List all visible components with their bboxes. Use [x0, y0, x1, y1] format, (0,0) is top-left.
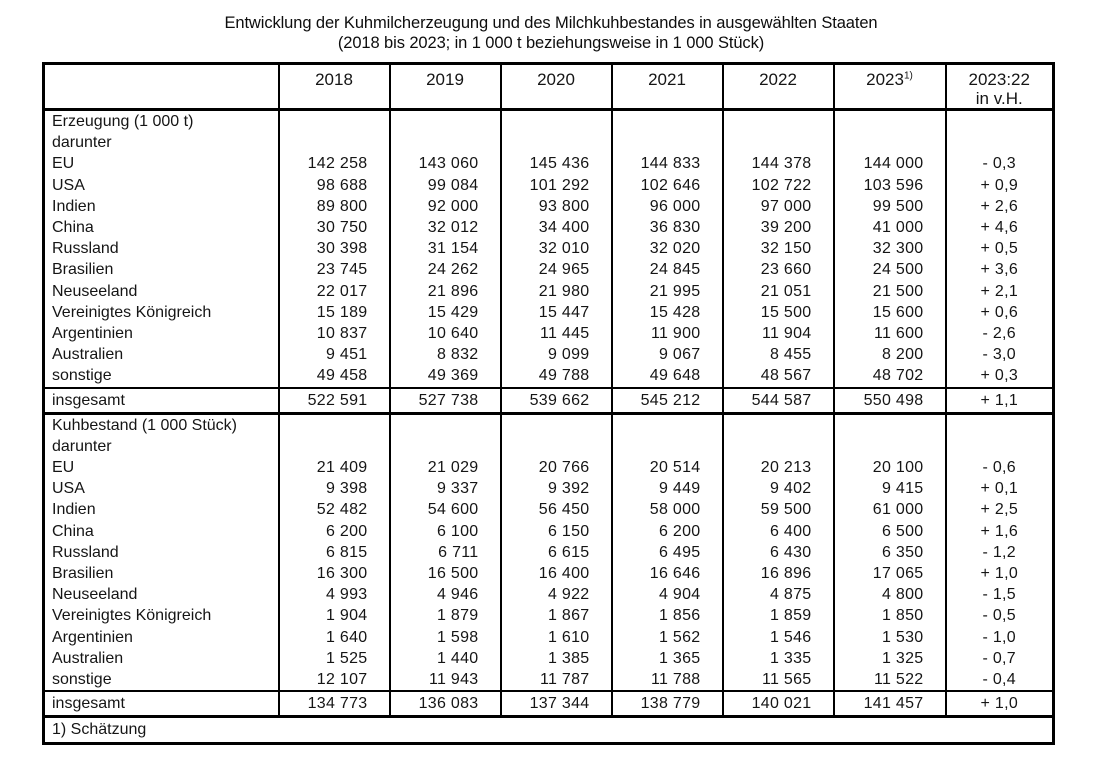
value-cell-2020: 6 150: [501, 521, 612, 542]
value-cell-2021: 49 648: [612, 365, 723, 387]
table-row: [44, 323, 1054, 344]
change-cell: + 2,5: [946, 499, 1054, 520]
value-cell-2020: 34 400: [501, 217, 612, 238]
value-cell-2023: 61 000: [834, 499, 946, 520]
ratio-line-1: 2023:22: [968, 70, 1030, 89]
title-line-1: Entwicklung der Kuhmilcherzeugung und des Milchkuhbestandes in ausgewählten Staaten: [224, 14, 878, 32]
value-cell-2020: 15 447: [501, 302, 612, 323]
total-label: insgesamt: [44, 388, 279, 414]
value-cell-2021: 4 904: [612, 584, 723, 605]
header-year-2018: 2018: [279, 64, 390, 110]
value-cell-2020: 9 392: [501, 478, 612, 499]
change-cell: - 0,3: [946, 153, 1054, 174]
value-cell-2019: 21 896: [390, 281, 501, 302]
row-label: USA: [52, 176, 85, 194]
header-ratio-2023-22: [946, 64, 1054, 110]
value-cell-2018: 89 800: [279, 196, 390, 217]
value-cell-2020: 21 980: [501, 281, 612, 302]
value-cell-2022: 23 660: [723, 259, 834, 280]
empty-cell: [723, 110, 834, 133]
value-cell-2018: 98 688: [279, 175, 390, 196]
change-cell: - 0,5: [946, 605, 1054, 626]
total-value-2019: 136 083: [390, 691, 501, 717]
empty-cell: [612, 132, 723, 153]
year-2023-label: 2023: [866, 70, 904, 89]
change-cell: - 1,2: [946, 542, 1054, 563]
value-cell-2018: 16 300: [279, 563, 390, 584]
total-value-2023: 141 457: [834, 691, 946, 717]
empty-cell: [279, 413, 390, 436]
value-cell-2021: 9 449: [612, 478, 723, 499]
value-cell-2018: 9 398: [279, 478, 390, 499]
value-cell-2022: 11 904: [723, 323, 834, 344]
value-cell-2018: 12 107: [279, 669, 390, 691]
value-cell-2021: 11 900: [612, 323, 723, 344]
empty-cell: [501, 436, 612, 457]
value-cell-2023: 41 000: [834, 217, 946, 238]
value-cell-2019: 54 600: [390, 499, 501, 520]
header-year-2021: 2021: [612, 64, 723, 110]
header-row: [44, 64, 1054, 110]
value-cell-2023: 17 065: [834, 563, 946, 584]
empty-cell: [723, 436, 834, 457]
empty-cell: [279, 110, 390, 133]
value-cell-2021: 20 514: [612, 457, 723, 478]
table-row: [44, 457, 1054, 478]
change-cell: + 0,3: [946, 365, 1054, 387]
section-subheading-row: [44, 132, 1054, 153]
table-row: [44, 365, 1054, 387]
row-label: sonstige: [52, 367, 112, 385]
section-heading-row: [44, 413, 1054, 436]
value-cell-2022: 39 200: [723, 217, 834, 238]
value-cell-2018: 10 837: [279, 323, 390, 344]
value-cell-2023: 11 600: [834, 323, 946, 344]
value-cell-2019: 6 711: [390, 542, 501, 563]
total-value-2022: 544 587: [723, 388, 834, 414]
total-change-cell: + 1,1: [946, 388, 1054, 414]
value-cell-2019: 10 640: [390, 323, 501, 344]
value-cell-2019: 8 832: [390, 344, 501, 365]
value-cell-2023: 99 500: [834, 196, 946, 217]
table-row: [44, 648, 1054, 669]
value-cell-2021: 96 000: [612, 196, 723, 217]
total-row-erzeugung: [44, 388, 1054, 414]
value-cell-2020: 49 788: [501, 365, 612, 387]
value-cell-2019: 31 154: [390, 238, 501, 259]
empty-cell: [501, 110, 612, 133]
header-year-2020: 2020: [501, 64, 612, 110]
value-cell-2019: 15 429: [390, 302, 501, 323]
empty-cell: [946, 436, 1054, 457]
value-cell-2020: 6 615: [501, 542, 612, 563]
total-change-cell: + 1,0: [946, 691, 1054, 717]
change-cell: + 1,0: [946, 563, 1054, 584]
value-cell-2022: 6 400: [723, 521, 834, 542]
value-cell-2019: 6 100: [390, 521, 501, 542]
row-label: Neuseeland: [52, 282, 138, 300]
value-cell-2018: 1 640: [279, 627, 390, 648]
value-cell-2022: 102 722: [723, 175, 834, 196]
row-label: Argentinien: [52, 628, 133, 646]
total-value-2018: 522 591: [279, 388, 390, 414]
table-row: [44, 669, 1054, 691]
total-value-2022: 140 021: [723, 691, 834, 717]
change-cell: - 1,5: [946, 584, 1054, 605]
value-cell-2021: 1 856: [612, 605, 723, 626]
value-cell-2022: 6 430: [723, 542, 834, 563]
empty-cell: [834, 413, 946, 436]
empty-cell: [390, 132, 501, 153]
value-cell-2021: 24 845: [612, 259, 723, 280]
empty-cell: [390, 110, 501, 133]
value-cell-2020: 1 610: [501, 627, 612, 648]
value-cell-2020: 11 787: [501, 669, 612, 691]
table-row: [44, 563, 1054, 584]
row-label: Indien: [52, 197, 96, 215]
value-cell-2020: 93 800: [501, 196, 612, 217]
value-cell-2020: 56 450: [501, 499, 612, 520]
value-cell-2018: 6 200: [279, 521, 390, 542]
value-cell-2022: 59 500: [723, 499, 834, 520]
value-cell-2020: 4 922: [501, 584, 612, 605]
value-cell-2020: 32 010: [501, 238, 612, 259]
value-cell-2023: 20 100: [834, 457, 946, 478]
value-cell-2019: 99 084: [390, 175, 501, 196]
change-cell: + 2,6: [946, 196, 1054, 217]
value-cell-2022: 21 051: [723, 281, 834, 302]
change-cell: + 0,1: [946, 478, 1054, 499]
value-cell-2022: 4 875: [723, 584, 834, 605]
value-cell-2019: 92 000: [390, 196, 501, 217]
value-cell-2018: 6 815: [279, 542, 390, 563]
value-cell-2023: 1 325: [834, 648, 946, 669]
value-cell-2018: 22 017: [279, 281, 390, 302]
value-cell-2018: 15 189: [279, 302, 390, 323]
value-cell-2022: 15 500: [723, 302, 834, 323]
value-cell-2018: 1 525: [279, 648, 390, 669]
empty-cell: [946, 413, 1054, 436]
table-row: [44, 217, 1054, 238]
change-cell: - 3,0: [946, 344, 1054, 365]
value-cell-2021: 6 200: [612, 521, 723, 542]
row-label: Australien: [52, 649, 124, 667]
total-row-kuhbestand: [44, 691, 1054, 717]
value-cell-2023: 1 850: [834, 605, 946, 626]
page-title: [0, 13, 1102, 53]
empty-cell: [390, 436, 501, 457]
value-cell-2021: 16 646: [612, 563, 723, 584]
value-cell-2021: 1 562: [612, 627, 723, 648]
value-cell-2019: 9 337: [390, 478, 501, 499]
section-heading-row: [44, 110, 1054, 133]
total-value-2018: 134 773: [279, 691, 390, 717]
table-row: [44, 175, 1054, 196]
empty-cell: [834, 436, 946, 457]
value-cell-2021: 102 646: [612, 175, 723, 196]
value-cell-2020: 24 965: [501, 259, 612, 280]
value-cell-2022: 20 213: [723, 457, 834, 478]
value-cell-2022: 16 896: [723, 563, 834, 584]
value-cell-2019: 1 440: [390, 648, 501, 669]
value-cell-2021: 144 833: [612, 153, 723, 174]
section-subheading-row: [44, 436, 1054, 457]
value-cell-2019: 1 879: [390, 605, 501, 626]
footnote-marker: 1): [903, 70, 913, 82]
table-row: [44, 499, 1054, 520]
total-value-2021: 138 779: [612, 691, 723, 717]
empty-cell: [279, 132, 390, 153]
value-cell-2020: 11 445: [501, 323, 612, 344]
empty-cell: [946, 110, 1054, 133]
row-label: sonstige: [52, 671, 112, 689]
empty-cell: [390, 413, 501, 436]
empty-cell: [501, 413, 612, 436]
row-label: EU: [52, 459, 75, 477]
value-cell-2018: 23 745: [279, 259, 390, 280]
value-cell-2023: 11 522: [834, 669, 946, 691]
table-row: [44, 302, 1054, 323]
section-heading: Erzeugung (1 000 t): [52, 113, 194, 130]
table-row: [44, 584, 1054, 605]
value-cell-2019: 21 029: [390, 457, 501, 478]
value-cell-2021: 58 000: [612, 499, 723, 520]
table-row: [44, 153, 1054, 174]
value-cell-2023: 15 600: [834, 302, 946, 323]
change-cell: + 0,5: [946, 238, 1054, 259]
value-cell-2019: 16 500: [390, 563, 501, 584]
change-cell: + 2,1: [946, 281, 1054, 302]
empty-cell: [612, 413, 723, 436]
value-cell-2022: 32 150: [723, 238, 834, 259]
table-row: [44, 627, 1054, 648]
value-cell-2020: 101 292: [501, 175, 612, 196]
row-label: USA: [52, 480, 85, 498]
value-cell-2022: 144 378: [723, 153, 834, 174]
empty-cell: [834, 110, 946, 133]
value-cell-2021: 1 365: [612, 648, 723, 669]
section-heading: Kuhbestand (1 000 Stück): [52, 416, 238, 434]
value-cell-2021: 36 830: [612, 217, 723, 238]
empty-cell: [946, 132, 1054, 153]
value-cell-2023: 103 596: [834, 175, 946, 196]
value-cell-2020: 145 436: [501, 153, 612, 174]
section-subheading: darunter: [52, 134, 112, 152]
total-value-2021: 545 212: [612, 388, 723, 414]
value-cell-2019: 4 946: [390, 584, 501, 605]
row-label: China: [52, 219, 94, 237]
value-cell-2021: 9 067: [612, 344, 723, 365]
change-cell: + 3,6: [946, 259, 1054, 280]
table-footer: [44, 717, 1054, 744]
table-row: [44, 344, 1054, 365]
row-label: Brasilien: [52, 565, 114, 583]
ratio-line-2: in v.H.: [975, 89, 1023, 108]
row-label: Russland: [52, 543, 119, 561]
value-cell-2018: 52 482: [279, 499, 390, 520]
change-cell: + 0,6: [946, 302, 1054, 323]
value-cell-2022: 48 567: [723, 365, 834, 387]
value-cell-2018: 1 904: [279, 605, 390, 626]
empty-cell: [612, 436, 723, 457]
table-row: [44, 542, 1054, 563]
value-cell-2020: 1 867: [501, 605, 612, 626]
value-cell-2021: 15 428: [612, 302, 723, 323]
value-cell-2018: 9 451: [279, 344, 390, 365]
change-cell: - 0,7: [946, 648, 1054, 669]
footnote-text: 1) Schätzung: [52, 721, 147, 739]
value-cell-2023: 8 200: [834, 344, 946, 365]
value-cell-2019: 11 943: [390, 669, 501, 691]
empty-cell: [501, 132, 612, 153]
row-label: EU: [52, 155, 75, 173]
value-cell-2023: 144 000: [834, 153, 946, 174]
title-line-2: (2018 bis 2023; in 1 000 t beziehungsweise in 1 000 Stück): [337, 34, 765, 52]
value-cell-2022: 8 455: [723, 344, 834, 365]
table-row: [44, 605, 1054, 626]
section-erzeugung: [44, 110, 1054, 414]
total-value-2020: 137 344: [501, 691, 612, 717]
value-cell-2019: 1 598: [390, 627, 501, 648]
value-cell-2023: 6 500: [834, 521, 946, 542]
value-cell-2023: 6 350: [834, 542, 946, 563]
change-cell: - 2,6: [946, 323, 1054, 344]
table-row: [44, 478, 1054, 499]
value-cell-2022: 11 565: [723, 669, 834, 691]
change-cell: - 0,4: [946, 669, 1054, 691]
empty-cell: [723, 413, 834, 436]
value-cell-2021: 11 788: [612, 669, 723, 691]
value-cell-2019: 24 262: [390, 259, 501, 280]
footnote-row: [44, 717, 1054, 744]
table-row: [44, 238, 1054, 259]
value-cell-2018: 30 398: [279, 238, 390, 259]
value-cell-2021: 21 995: [612, 281, 723, 302]
total-value-2019: 527 738: [390, 388, 501, 414]
value-cell-2019: 49 369: [390, 365, 501, 387]
row-label: Argentinien: [52, 325, 133, 343]
value-cell-2023: 1 530: [834, 627, 946, 648]
total-value-2020: 539 662: [501, 388, 612, 414]
row-label: Indien: [52, 501, 96, 519]
row-label: Vereinigtes Königreich: [52, 303, 212, 321]
value-cell-2018: 21 409: [279, 457, 390, 478]
total-value-2023: 550 498: [834, 388, 946, 414]
change-cell: + 4,6: [946, 217, 1054, 238]
value-cell-2022: 1 859: [723, 605, 834, 626]
value-cell-2019: 32 012: [390, 217, 501, 238]
empty-cell: [612, 110, 723, 133]
empty-cell: [279, 436, 390, 457]
value-cell-2023: 9 415: [834, 478, 946, 499]
value-cell-2020: 9 099: [501, 344, 612, 365]
header-year-2019: 2019: [390, 64, 501, 110]
value-cell-2022: 1 546: [723, 627, 834, 648]
header-year-2022: 2022: [723, 64, 834, 110]
table-row: [44, 521, 1054, 542]
row-label: China: [52, 522, 94, 540]
table-row: [44, 259, 1054, 280]
table-row: [44, 281, 1054, 302]
value-cell-2018: 142 258: [279, 153, 390, 174]
row-label: Brasilien: [52, 261, 114, 279]
value-cell-2022: 97 000: [723, 196, 834, 217]
value-cell-2018: 4 993: [279, 584, 390, 605]
change-cell: - 1,0: [946, 627, 1054, 648]
row-label: Australien: [52, 346, 124, 364]
empty-cell: [834, 132, 946, 153]
value-cell-2022: 1 335: [723, 648, 834, 669]
row-label: Vereinigtes Königreich: [52, 607, 212, 625]
change-cell: + 1,6: [946, 521, 1054, 542]
header-year-2023: [834, 64, 946, 110]
value-cell-2019: 143 060: [390, 153, 501, 174]
table-header: [44, 64, 1054, 110]
value-cell-2023: 24 500: [834, 259, 946, 280]
value-cell-2023: 32 300: [834, 238, 946, 259]
row-label: Neuseeland: [52, 586, 138, 604]
value-cell-2020: 1 385: [501, 648, 612, 669]
total-label: insgesamt: [44, 691, 279, 717]
value-cell-2018: 30 750: [279, 217, 390, 238]
empty-cell: [723, 132, 834, 153]
value-cell-2020: 20 766: [501, 457, 612, 478]
statistics-table: [42, 62, 1055, 745]
value-cell-2022: 9 402: [723, 478, 834, 499]
value-cell-2023: 4 800: [834, 584, 946, 605]
change-cell: + 0,9: [946, 175, 1054, 196]
section-subheading: darunter: [52, 437, 112, 455]
table-row: [44, 196, 1054, 217]
value-cell-2018: 49 458: [279, 365, 390, 387]
header-empty-cell: [44, 64, 279, 110]
value-cell-2020: 16 400: [501, 563, 612, 584]
value-cell-2021: 6 495: [612, 542, 723, 563]
value-cell-2021: 32 020: [612, 238, 723, 259]
value-cell-2023: 48 702: [834, 365, 946, 387]
row-label: Russland: [52, 240, 119, 258]
value-cell-2023: 21 500: [834, 281, 946, 302]
section-kuhbestand: [44, 413, 1054, 717]
change-cell: - 0,6: [946, 457, 1054, 478]
